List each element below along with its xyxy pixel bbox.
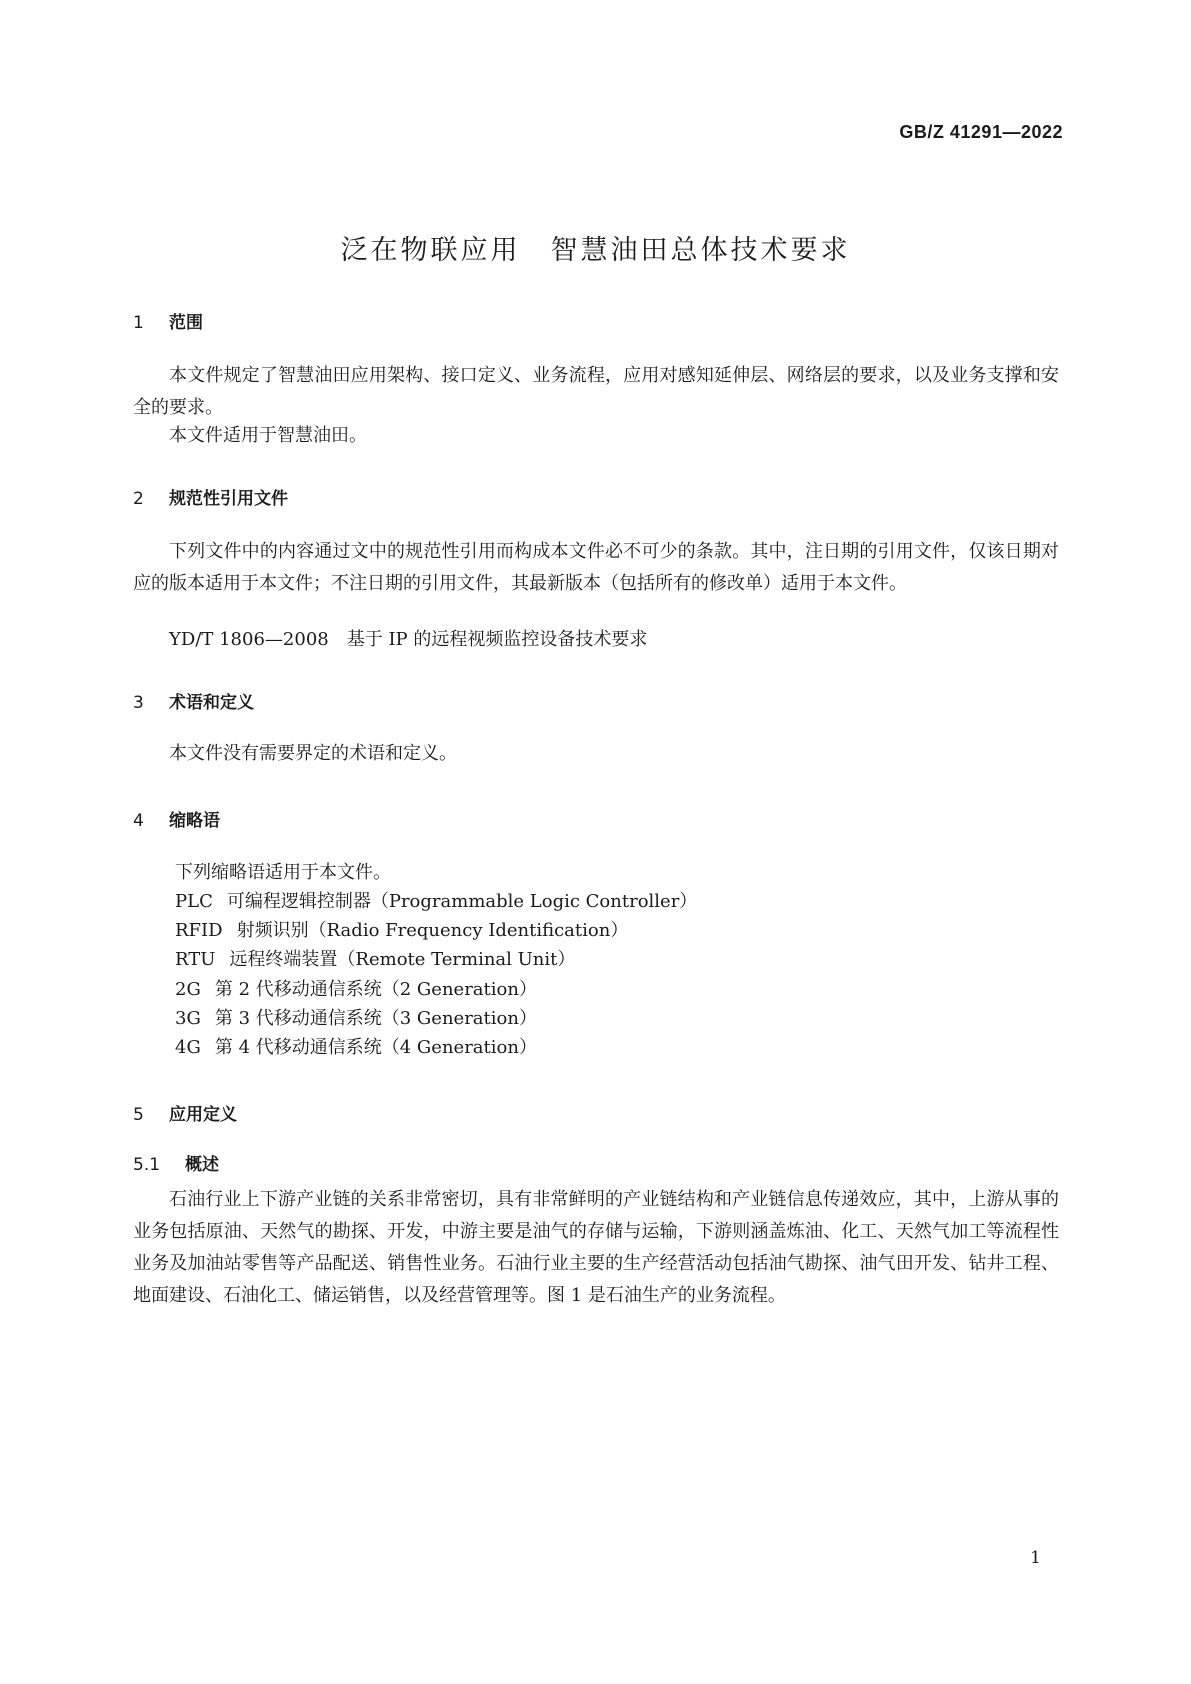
section-title: 应用定义 — [169, 1105, 237, 1125]
abbreviation-intro: 下列缩略语适用于本文件。 — [175, 862, 391, 883]
abbreviation-definition: 第 3 代移动通信系统（3 Generation） — [214, 1008, 537, 1029]
section-1-paragraph-2: 本文件适用于智慧油田。 — [169, 425, 367, 446]
section-title: 范围 — [169, 313, 203, 333]
document-title: 泛在物联应用 智慧油田总体技术要求 — [340, 235, 851, 266]
abbreviation-item — [175, 974, 537, 1006]
abbreviation-term: 2G — [175, 979, 201, 1000]
abbreviation-definition: 射频识别（Radio Frequency Identification） — [236, 920, 629, 941]
abbreviation-item — [175, 1032, 537, 1064]
section-number: 1 — [133, 313, 144, 333]
abbreviation-definition: 第 2 代移动通信系统（2 Generation） — [214, 979, 537, 1000]
section-1-heading — [133, 308, 203, 333]
page-number: 1 — [1030, 1548, 1041, 1568]
section-5-heading — [133, 1100, 237, 1125]
abbreviation-definition: 可编程逻辑控制器（Programmable Logic Controller） — [226, 891, 698, 912]
section-2-paragraph-1: 下列文件中的内容通过文中的规范性引用而构成本文件必不可少的条款。其中，注日期的引用文件，仅该日期对应的版本适用于本文件；不注日期的引用文件，其最新版本（包括所有的修改单）适用于本文件。 — [133, 541, 1059, 594]
section-number: 3 — [133, 693, 144, 713]
section-number: 2 — [133, 489, 144, 509]
section-4-heading — [133, 806, 220, 831]
section-1-paragraph-1: 本文件规定了智慧油田应用架构、接口定义、业务流程，应用对感知延伸层、网络层的要求，以及业务支撑和安全的要求。 — [133, 365, 1059, 418]
section-number: 5 — [133, 1105, 144, 1125]
subsection-number: 5.1 — [133, 1155, 161, 1175]
subsection-title: 概述 — [185, 1155, 219, 1175]
abbreviation-term: RFID — [175, 920, 223, 941]
section-3-paragraph-1: 本文件没有需要界定的术语和定义。 — [169, 743, 457, 764]
abbreviation-definition: 第 4 代移动通信系统（4 Generation） — [214, 1037, 537, 1058]
abbreviation-item — [175, 944, 575, 976]
abbreviation-term: 4G — [175, 1037, 201, 1058]
section-title: 规范性引用文件 — [169, 489, 288, 509]
abbreviation-definition: 远程终端装置（Remote Terminal Unit） — [229, 949, 576, 970]
abbreviation-item — [175, 915, 628, 947]
abbreviation-term: RTU — [175, 949, 216, 970]
abbreviation-item — [175, 1003, 537, 1035]
section-3-heading — [133, 688, 254, 713]
abbreviation-term: 3G — [175, 1008, 201, 1029]
normative-reference: YD/T 1806—2008 基于 IP 的远程视频监控设备技术要求 — [169, 629, 648, 650]
abbreviation-term: PLC — [175, 891, 213, 912]
section-2-heading — [133, 484, 288, 509]
standard-code: GB/Z 41291—2022 — [899, 122, 1063, 142]
section-title: 缩略语 — [169, 811, 220, 831]
abbreviation-item — [175, 886, 697, 918]
section-title: 术语和定义 — [169, 693, 254, 713]
subsection-5-1-paragraph-1: 石油行业上下游产业链的关系非常密切，具有非常鲜明的产业链结构和产业链信息传递效应，其中，上游从事的业务包括原油、天然气的勘探、开发，中游主要是油气的存储与运输，下游则涵盖炼油、化工、天然气加工等流程性业务及加油站零售等产品配送、销售性业务。石油行业主要的生产经营活动包括油气勘探、油气田开发、钻井工程、地面建设、石油化工、储运销售，以及经营管理等。图 1 是石油生产的业务流程。 — [133, 1189, 1059, 1306]
section-number: 4 — [133, 811, 144, 831]
subsection-5-1-heading — [133, 1150, 219, 1175]
